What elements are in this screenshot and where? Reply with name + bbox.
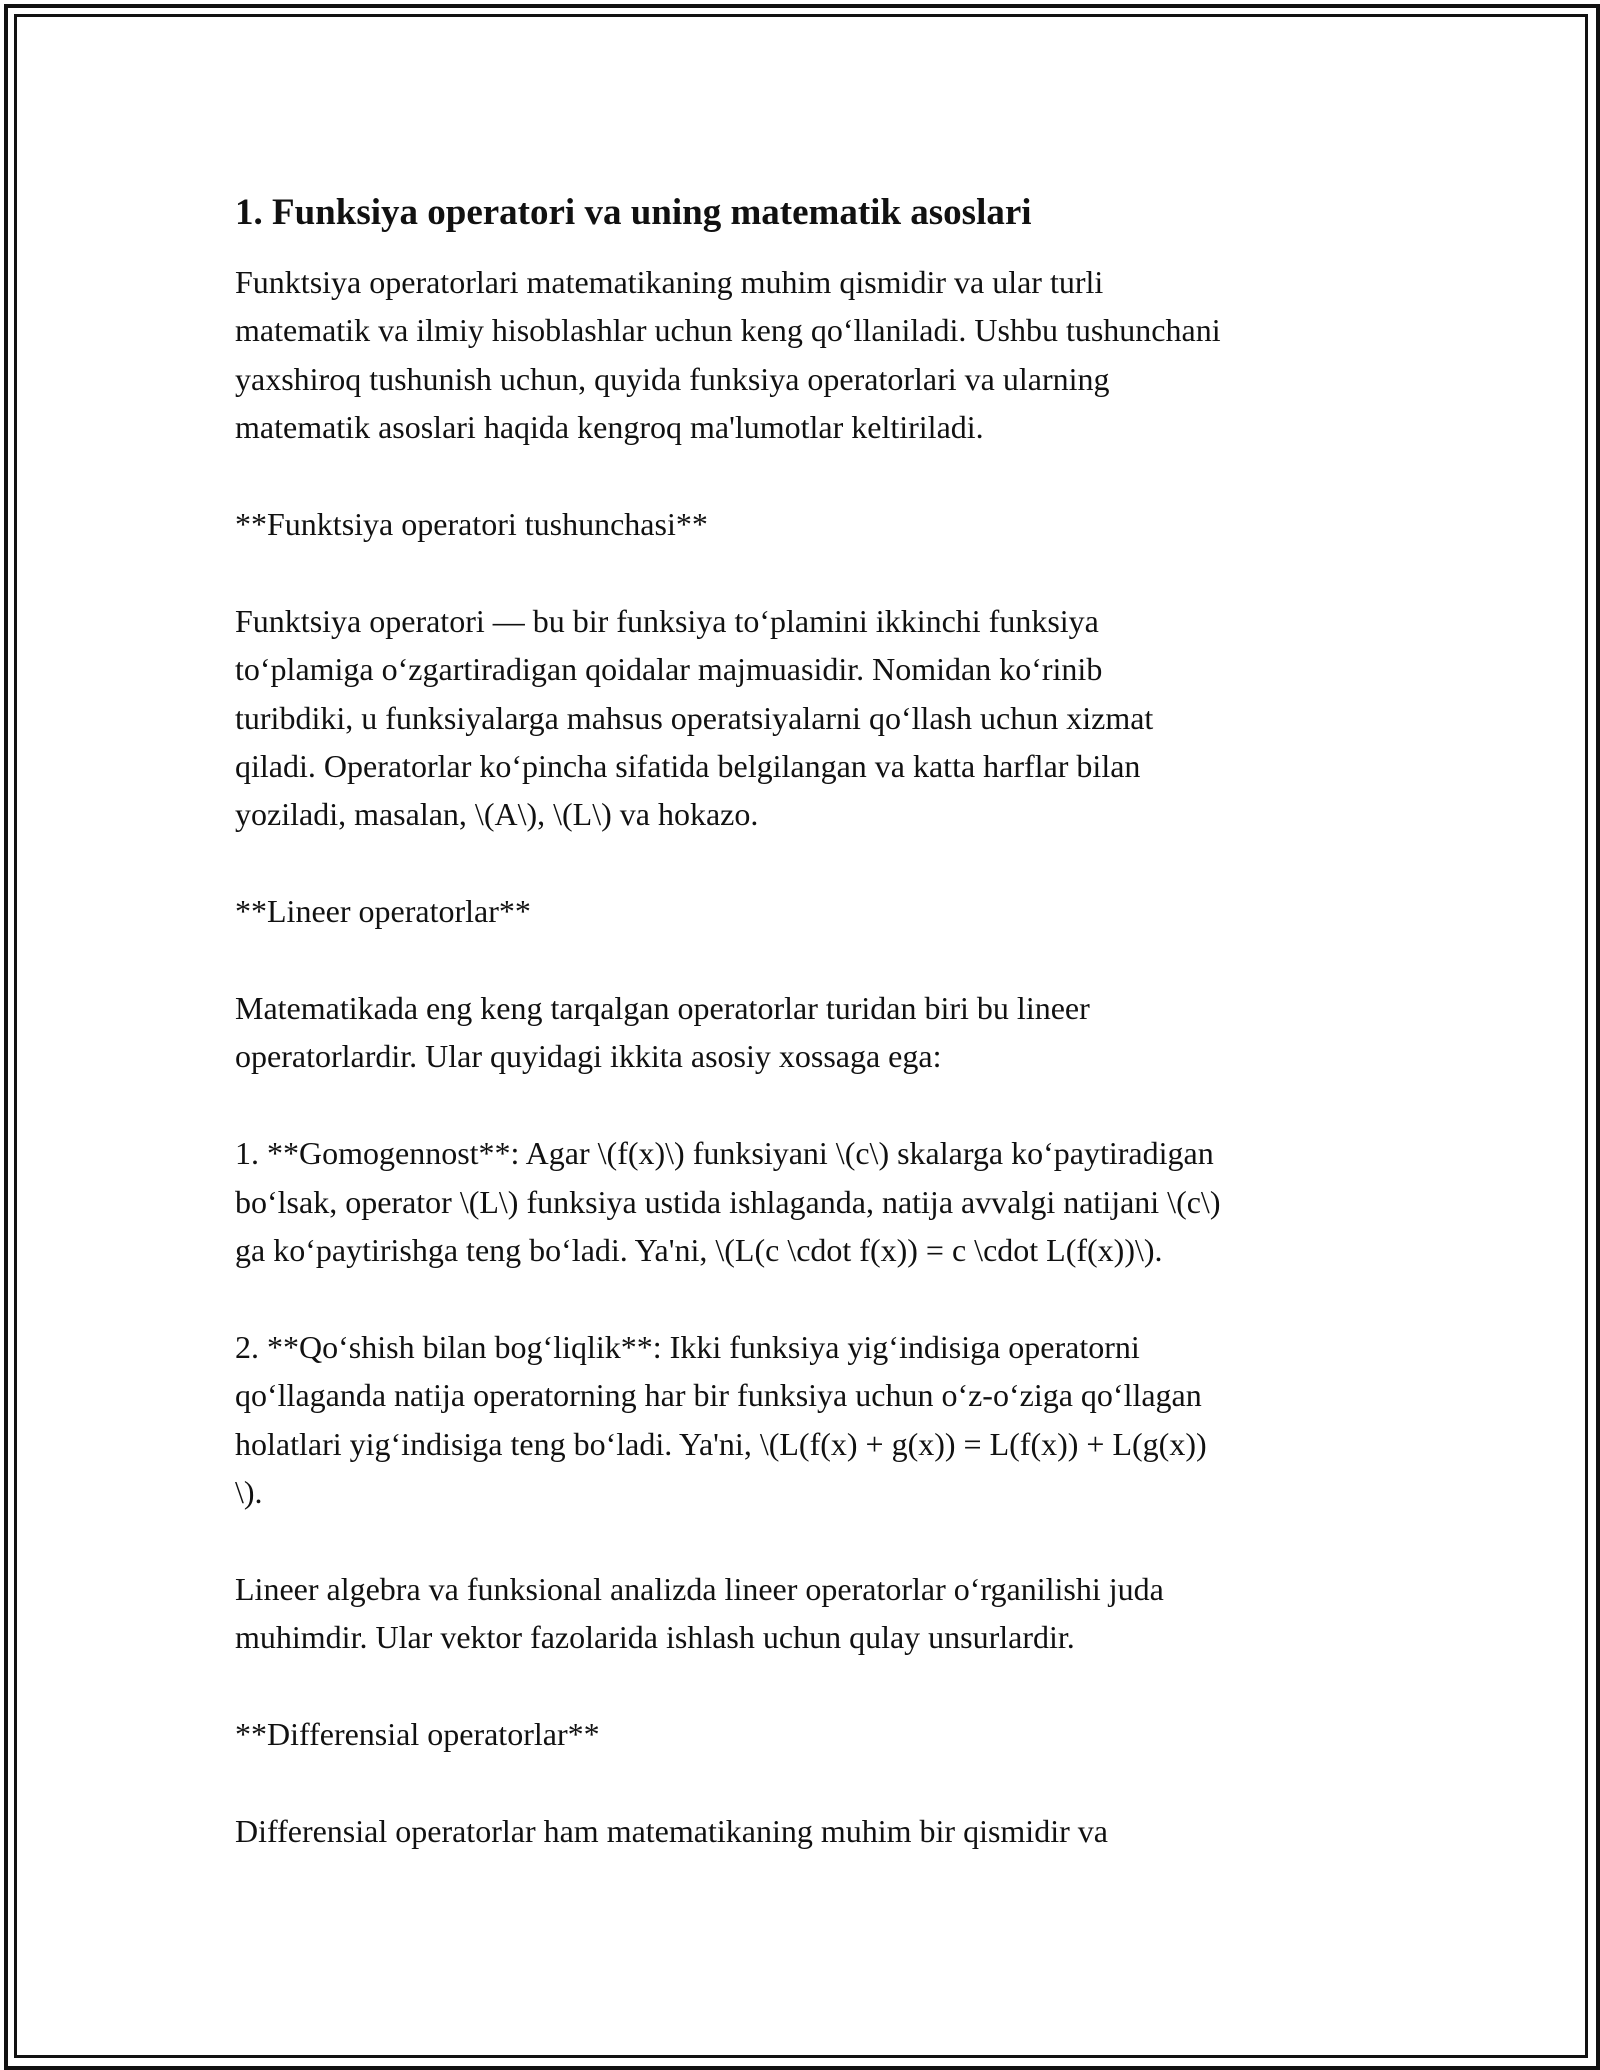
document-title: 1. Funksiya operatori va uning matematik asoslari: [235, 192, 1032, 233]
differential-operators-paragraph: Differensial operatorlar ham matematikaning muhim bir qismidir va: [235, 1812, 1108, 1849]
linear-operators-paragraph: Matematikada eng keng tarqalgan operatorlar turidan biri bu lineer operatorlardir. Ular quyidagi ikkita asosiy xossaga ega:: [235, 990, 1090, 1075]
section-heading-operator-concept: **Funktsiya operatori tushunchasi**: [235, 506, 708, 543]
homogeneity-item: 1. **Gomogennost**: Agar \(f(x)\) funksiyani \(c\) skalarga ko‘paytiradigan bo‘lsak, operator \(L\) funksiya ustida ishlaganda, natija avvalgi natijani \(c\) ga ko‘paytirishga teng bo‘ladi. Ya'ni, \(L(c \cdot f(x)) = c \cdot L(f(x))\).: [235, 1135, 1221, 1269]
intro-paragraph: Funktsiya operatorlari matematikaning muhim qismidir va ular turli matematik va ilmiy hisoblashlar uchun keng qo‘llaniladi. Ushbu tushunchani yaxshiroq tushunish uchun, quyida funksiya operatorlari va ularning matematik asoslari haqida kengroq ma'lumotlar keltiriladi.: [235, 264, 1221, 446]
additivity-item: 2. **Qo‘shish bilan bog‘liqlik**: Ikki funksiya yig‘indisiga operatorni qo‘llaganda natija operatorning har bir funksiya uchun o‘z-o‘ziga qo‘llagan holatlari yig‘indisiga teng bo‘ladi. Ya'ni, \(L(f(x) + g(x)) = L(f(x)) + L(g(x)) \).: [235, 1328, 1207, 1511]
document-body: [235, 184, 1395, 1855]
section-heading-linear-operators: **Lineer operatorlar**: [235, 893, 531, 930]
section-heading-differential-operators: **Differensial operatorlar**: [235, 1716, 600, 1753]
operator-definition-paragraph: Funktsiya operatori — bu bir funksiya to‘plamini ikkinchi funksiya to‘plamiga o‘zgartiradigan qoidalar majmuasidir. Nomidan ko‘rinib turibdiki, u funksiyalarga mahsus operatsiyalarni qo‘llash uchun xizmat qiladi. Operatorlar ko‘pincha sifatida belgilangan va katta harflar bilan yoziladi, masalan, \(A\), \(L\) va hokazo.: [235, 602, 1154, 833]
linear-algebra-paragraph: Lineer algebra va funksional analizda lineer operatorlar o‘rganilishi juda muhimdir. Ular vektor fazolarida ishlash uchun qulay unsurlardir.: [235, 1570, 1164, 1656]
